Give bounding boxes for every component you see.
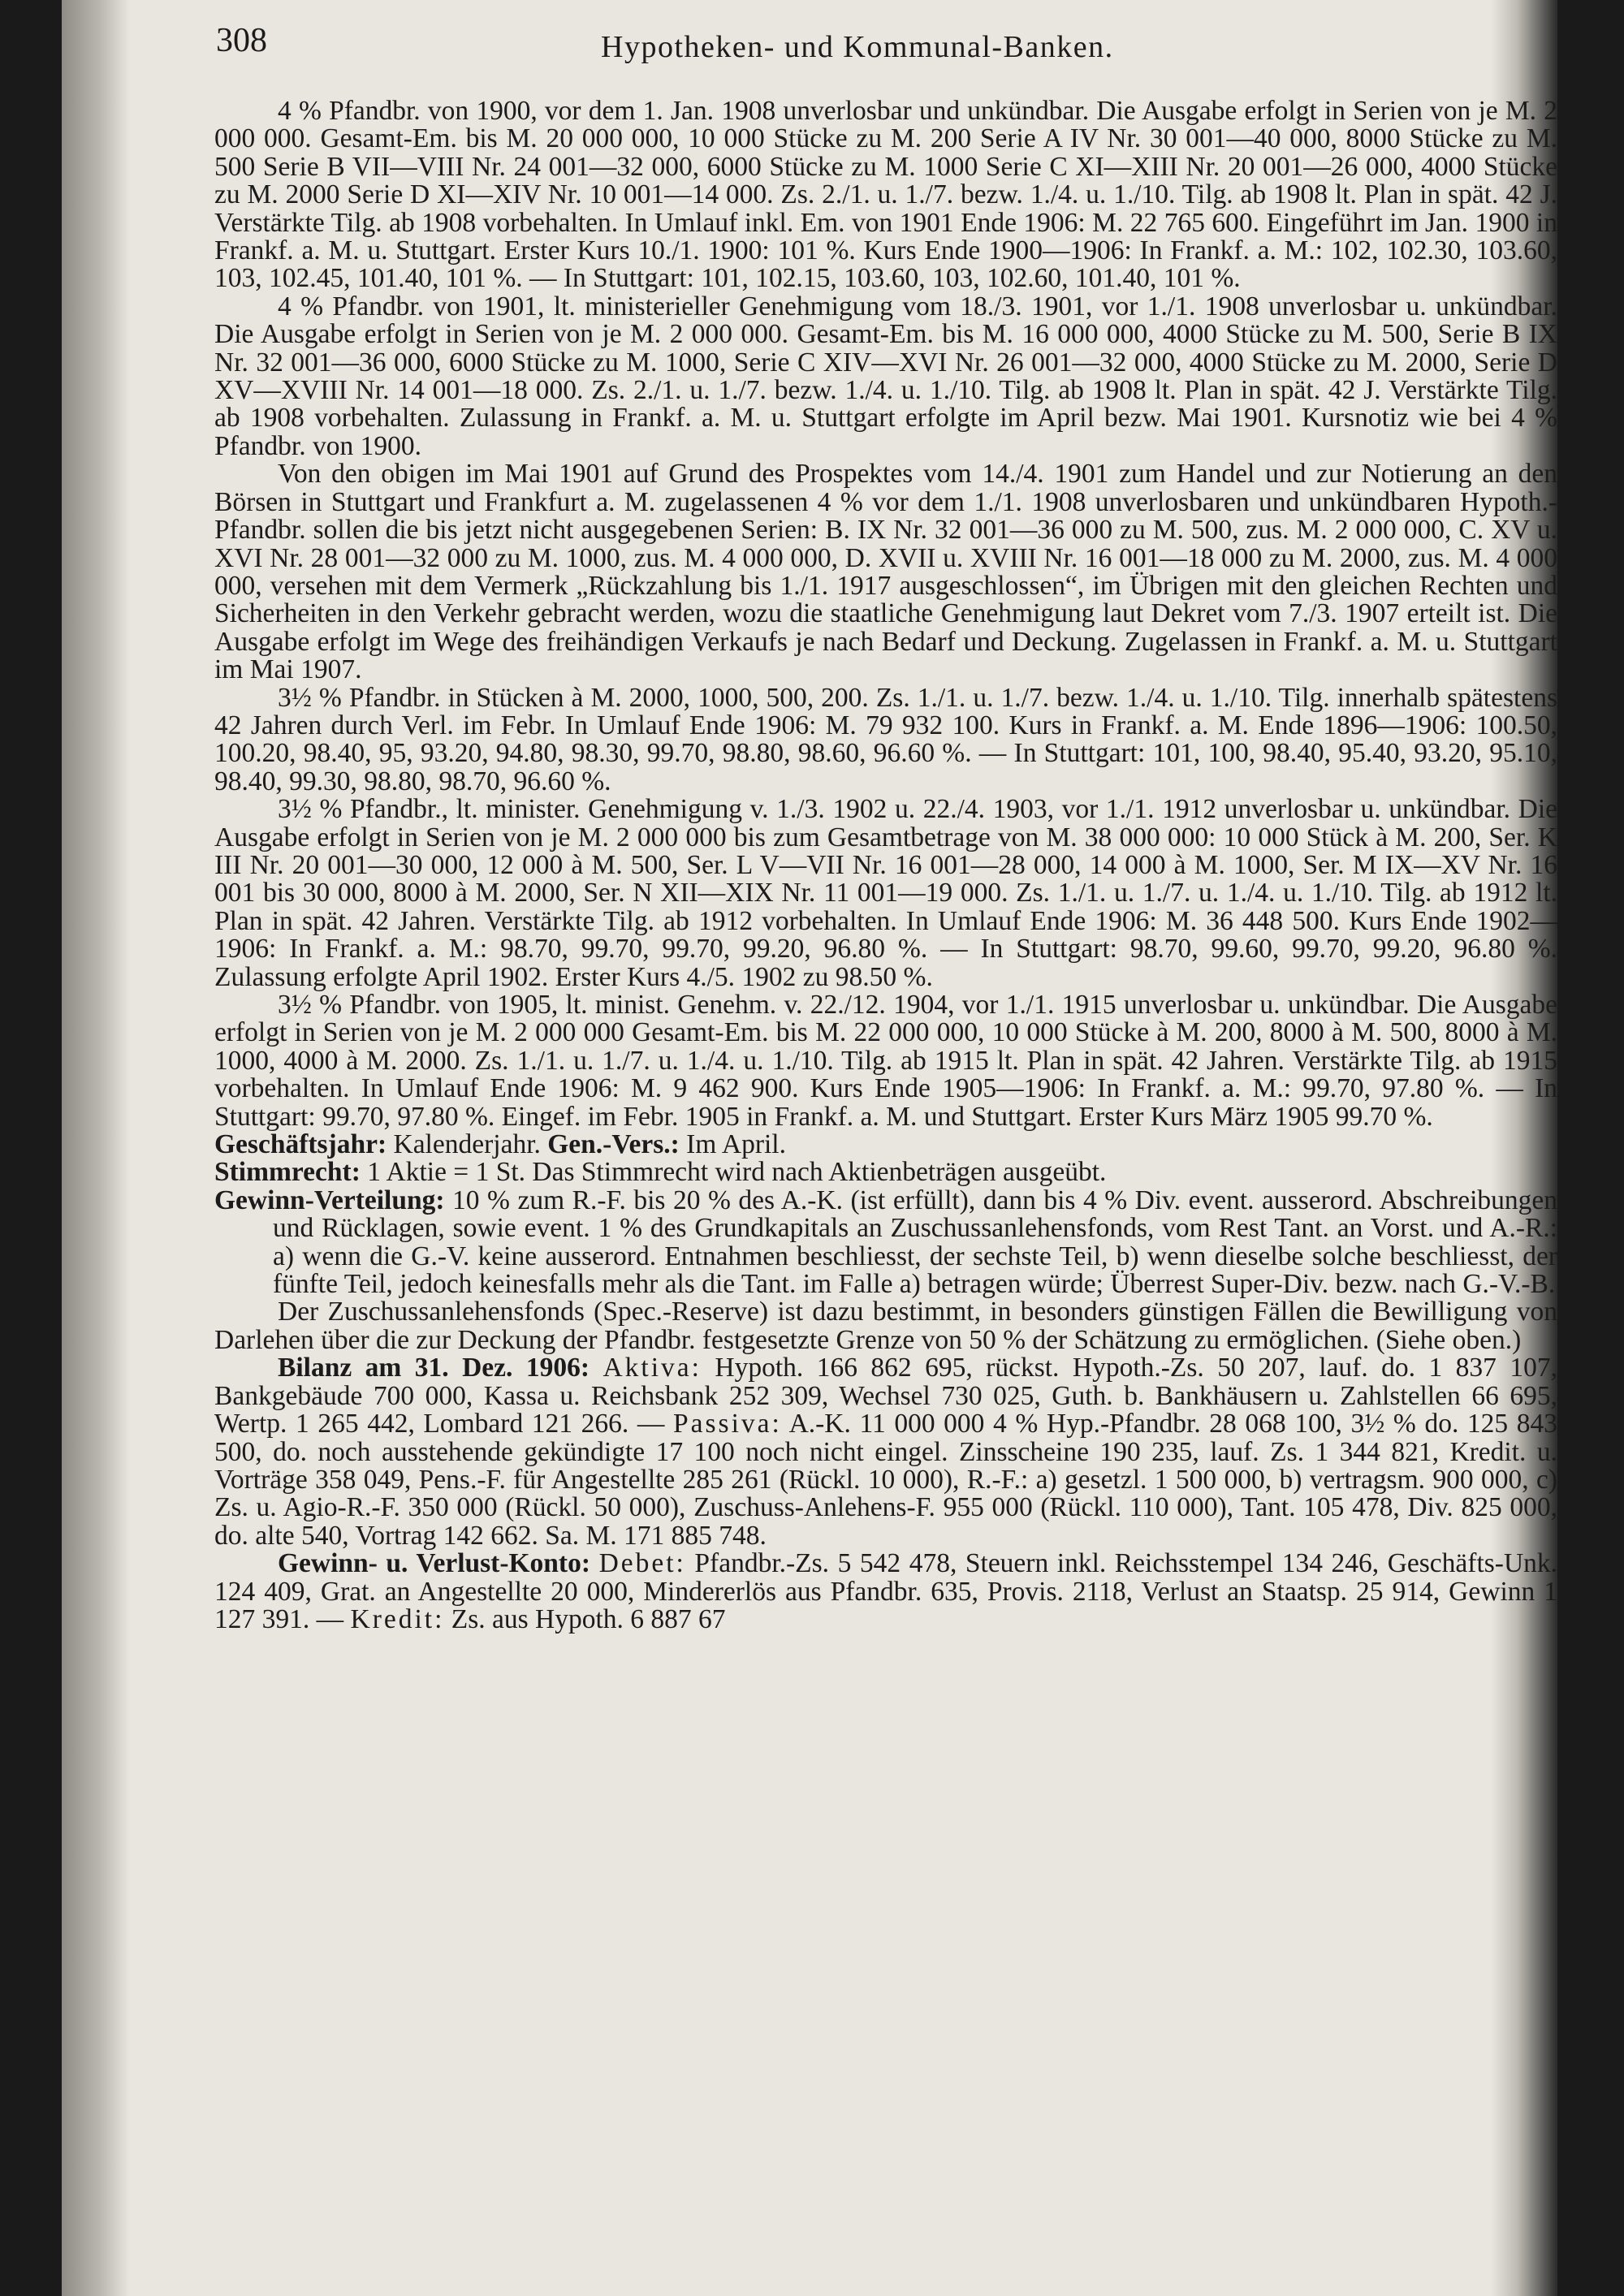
debet-label: Debet: xyxy=(598,1548,686,1579)
stimmrecht-text: 1 Aktie = 1 St. Das Stimmrecht wird nach Aktienbeträgen ausgeübt. xyxy=(367,1157,1107,1188)
gen-vers-text: Im April. xyxy=(686,1129,786,1160)
aktiva-label: Aktiva: xyxy=(603,1353,702,1383)
geschaeftsjahr-text: Kalenderjahr. xyxy=(393,1129,541,1160)
passiva-label: Passiva: xyxy=(673,1409,782,1439)
gewinn-verteilung-label: Gewinn-Verteilung: xyxy=(214,1185,445,1215)
gen-vers-label: Gen.-Vers.: xyxy=(547,1129,680,1160)
gewinn-verlust-kredit-text: Zs. aus Hypoth. 6 887 67 xyxy=(451,1603,726,1634)
stimmrecht-label: Stimmrecht: xyxy=(214,1157,361,1188)
stimmrecht-entry xyxy=(214,1157,1557,1188)
zuschussfonds-paragraph: Der Zuschussanlehensfonds (Spec.-Reserve) ist dazu bestimmt, in besonders günstigen Fällen die Bewilligung von Darlehen über die zur Deckung der Pfandbr. festgesetzte Grenze von 50 % der Schätzung zu ermöglichen. (Siehe oben.) xyxy=(214,1297,1557,1355)
gewinn-verteilung-text: 10 % zum R.-F. bis 20 % des A.-K. (ist erfüllt), dann bis 4 % Div. event. ausserord. Abschreibungen und Rücklagen, sowie event. 1 % des Grundkapitals an Zuschussanlehensfonds, vom Rest Tant. an Vorst. und A.-R.: a) wenn die G.-V. keine ausserord. Entnahmen beschliesst, der sechste Teil, b) wenn dieselbe solche beschliesst, der fünfte Teil, jedoch keinesfalls mehr als die Tant. im Falle a) betragen würde; Überrest Super-Div. bezw. nach G.-V.-B. xyxy=(273,1185,1557,1300)
page-number: 308 xyxy=(216,22,267,59)
paragraph-pfandbr-1901: 4 % Pfandbr. von 1901, lt. ministerieller Genehmigung vom 18./3. 1901, vor 1./1. 1908 unverlosbar u. unkündbar. Die Ausgabe erfolgt in Serien von je M. 2 000 000. Gesamt-Em. bis M. 16 000 000, 4000 Stücke zu M. 500, Serie B IX Nr. 32 001—36 000, 6000 Stücke zu M. 1000, Serie C XIV—XVI Nr. 26 001—32 000, 4000 Stücke zu M. 2000, Serie D XV—XVIII Nr. 14 001—18 000. Zs. 2./1. u. 1./7. bezw. 1./4. u. 1./10. Tilg. ab 1908 lt. Plan in spät. 42 J. Verstärkte Tilg. ab 1908 vorbehalten. Zulassung in Frankf. a. M. u. Stuttgart erfolgte im April bezw. Mai 1901. Kursnotiz wie bei 4 % Pfandbr. von 1900. xyxy=(214,291,1557,461)
bilanz-aktiva-text: Hypoth. 166 862 695, rückst. Hypoth.-Zs. 50 207, lauf. do. 1 837 107, Bankgebäude 700 000, Kassa u. Reichsbank 252 309, Wechsel 730 025, Guth. b. Bankhäusern u. Zahlstellen 66 695, Wertp. 1 265 442, Lombard 121 266. — xyxy=(214,1353,1558,1439)
paragraph-pfandbr-1905: 3½ % Pfandbr. von 1905, lt. minist. Genehm. v. 22./12. 1904, vor 1./1. 1915 unverlosbar u. unkündbar. Die Ausgabe erfolgt in Serien von je M. 2 000 000 Gesamt-Em. bis M. 22 000 000, 10 000 Stücke à M. 200, 8000 à M. 500, 8000 à M. 1000, 4000 à M. 2000. Zs. 1./1. u. 1./7. u. 1./4. u. 1./10. Tilg. ab 1915 lt. Plan in spät. 42 Jahren. Verstärkte Tilg. ab 1915 vorbehalten. In Umlauf Ende 1906: M. 9 462 900. Kurs Ende 1905—1906: In Frankf. a. M.: 99.70, 97.80 %. — In Stuttgart: 99.70, 97.80 %. Eingef. im Febr. 1905 in Frankf. a. M. und Stuttgart. Erster Kurs März 1905 99.70 %. xyxy=(214,990,1557,1132)
kredit-label: Kredit: xyxy=(350,1603,445,1634)
geschaeftsjahr-entry xyxy=(214,1129,1557,1160)
geschaeftsjahr-label: Geschäftsjahr: xyxy=(214,1129,387,1160)
gewinn-verteilung-entry xyxy=(214,1185,1557,1300)
running-head: Hypotheken- und Kommunal-Banken. xyxy=(601,30,1114,64)
paragraph-prospekt-1901: Von den obigen im Mai 1901 auf Grund des Prospektes vom 14./4. 1901 zum Handel und zur Notierung an den Börsen in Stuttgart und Frankfurt a. M. zugelassenen 4 % vor dem 1./1. 1908 unverlosbaren und unkündbaren Hypoth.-Pfandbr. sollen die bis jetzt nicht ausgegebenen Serien: B. IX Nr. 32 001—36 000 zu M. 500, zus. M. 2 000 000, C. XV u. XVI Nr. 28 001—32 000 zu M. 1000, zus. M. 4 000 000, D. XVII u. XVIII Nr. 16 001—18 000 zu M. 2000, zus. M. 4 000 000, versehen mit dem Vermerk „Rückzahlung bis 1./1. 1917 ausgeschlossen“, im Übrigen mit den gleichen Rechten und Sicherheiten in den Verkehr gebracht werden, wozu die staatliche Genehmigung laut Dekret vom 7./3. 1907 erteilt ist. Die Ausgabe erfolgt im Wege des freihändigen Verkaufs je nach Bedarf und Deckung. Zugelassen in Frankf. a. M. u. Stuttgart im Mai 1907. xyxy=(214,459,1557,685)
bilanz-label: Bilanz am 31. Dez. 1906: xyxy=(278,1353,590,1383)
paragraph-pfandbr-1900: 4 % Pfandbr. von 1900, vor dem 1. Jan. 1908 unverlosbar und unkündbar. Die Ausgabe erfolgt in Serien von je M. 2 000 000. Gesamt-Em. bis M. 20 000 000, 10 000 Stücke zu M. 200 Serie A IV Nr. 30 001—40 000, 8000 Stücke zu M. 500 Serie B VII—VIII Nr. 24 001—32 000, 6000 Stücke zu M. 1000 Serie C XI—XIII Nr. 20 001—26 000, 4000 Stücke zu M. 2000 Serie D XI—XIV Nr. 10 001—14 000. Zs. 2./1. u. 1./7. bezw. 1./4. u. 1./10. Tilg. ab 1908 lt. Plan in spät. 42 J. Verstärkte Tilg. ab 1908 vorbehalten. In Umlauf inkl. Em. von 1901 Ende 1906: M. 22 765 600. Eingeführt im Jan. 1900 in Frankf. a. M. u. Stuttgart. Erster Kurs 10./1. 1900: 101 %. Kurs Ende 1900—1906: In Frankf. a. M.: 102, 102.30, 103.60, 103, 102.45, 101.40, 101 %. — In Stuttgart: 101, 102.15, 103.60, 103, 102.60, 101.40, 101 %. xyxy=(214,96,1557,294)
page-body xyxy=(214,97,1557,1634)
gewinn-verlust-label: Gewinn- u. Verlust-Konto: xyxy=(278,1548,590,1579)
paragraph-pfandbr-1902: 3½ % Pfandbr., lt. minister. Genehmigung v. 1./3. 1902 u. 22./4. 1903, vor 1./1. 1912 unverlosbar u. unkündbar. Die Ausgabe erfolgt in Serien von je M. 2 000 000 bis zum Gesamtbetrage von M. 38 000 000: 10 000 Stück à M. 200, Ser. K III Nr. 20 001—30 000, 12 000 à M. 500, Ser. L V—VII Nr. 16 001—28 000, 14 000 à M. 1000, Ser. M IX—XV Nr. 16 001 bis 30 000, 8000 à M. 2000, Ser. N XII—XIX Nr. 11 001—19 000. Zs. 1./1. u. 1./7. u. 1./4. u. 1./10. Tilg. ab 1912 lt. Plan in spät. 42 Jahren. Verstärkte Tilg. ab 1912 vorbehalten. In Umlauf Ende 1906: M. 36 448 500. Kurs Ende 1902—1906: In Frankf. a. M.: 98.70, 99.70, 99.70, 99.20, 96.80 %. — In Stuttgart: 98.70, 99.60, 99.70, 99.20, 96.80 %. Zulassung erfolgte April 1902. Erster Kurs 4./5. 1902 zu 98.50 %. xyxy=(214,794,1557,992)
book-gutter-shadow xyxy=(62,0,130,2296)
gewinn-verlust-debet-text: Pfandbr.-Zs. 5 542 478, Steuern inkl. Reichsstempel 134 246, Geschäfts-Unk. 124 409, Grat. an Angestellte 20 000, Mindererlös aus Pfandbr. 635, Provis. 2118, Verlust an Staatsp. 25 914, Gewinn 1 127 391. — xyxy=(214,1548,1558,1634)
bilanz-passiva-text: A.-K. 11 000 000 4 % Hyp.-Pfandbr. 28 068 100, 3½ % do. 125 843 500, do. noch ausstehende gekündigte 17 100 noch nicht eingel. Zinsscheine 190 235, lauf. Zs. 1 344 821, Kredit. u. Vorträge 358 049, Pens.-F. für Angestellte 285 261 (Rückl. 10 000), R.-F.: a) gesetzl. 1 500 000, b) vertragsm. 900 000, c) Zs. u. Agio-R.-F. 350 000 (Rückl. 50 000), Zuschuss-Anlehens-F. 955 000 (Rückl. 110 000), Tant. 105 478, Div. 825 000, do. alte 540, Vortrag 142 662. Sa. M. 171 885 748. xyxy=(214,1409,1558,1551)
paragraph-pfandbr-3-5-percent: 3½ % Pfandbr. in Stücken à M. 2000, 1000, 500, 200. Zs. 1./1. u. 1./7. bezw. 1./4. u. 1./10. Tilg. innerhalb spätestens 42 Jahren durch Verl. im Febr. In Umlauf Ende 1906: M. 79 932 100. Kurs in Frankf. a. M. Ende 1896—1906: 100.50, 100.20, 98.40, 95, 93.20, 94.80, 98.30, 99.70, 98.80, 98.60, 96.60 %. — In Stuttgart: 101, 100, 98.40, 95.40, 93.20, 95.10, 98.40, 99.30, 98.80, 98.70, 96.60 %. xyxy=(214,682,1557,796)
book-page xyxy=(62,0,1557,2296)
gewinn-verlust-entry xyxy=(214,1550,1557,1634)
bilanz-entry xyxy=(214,1354,1557,1550)
